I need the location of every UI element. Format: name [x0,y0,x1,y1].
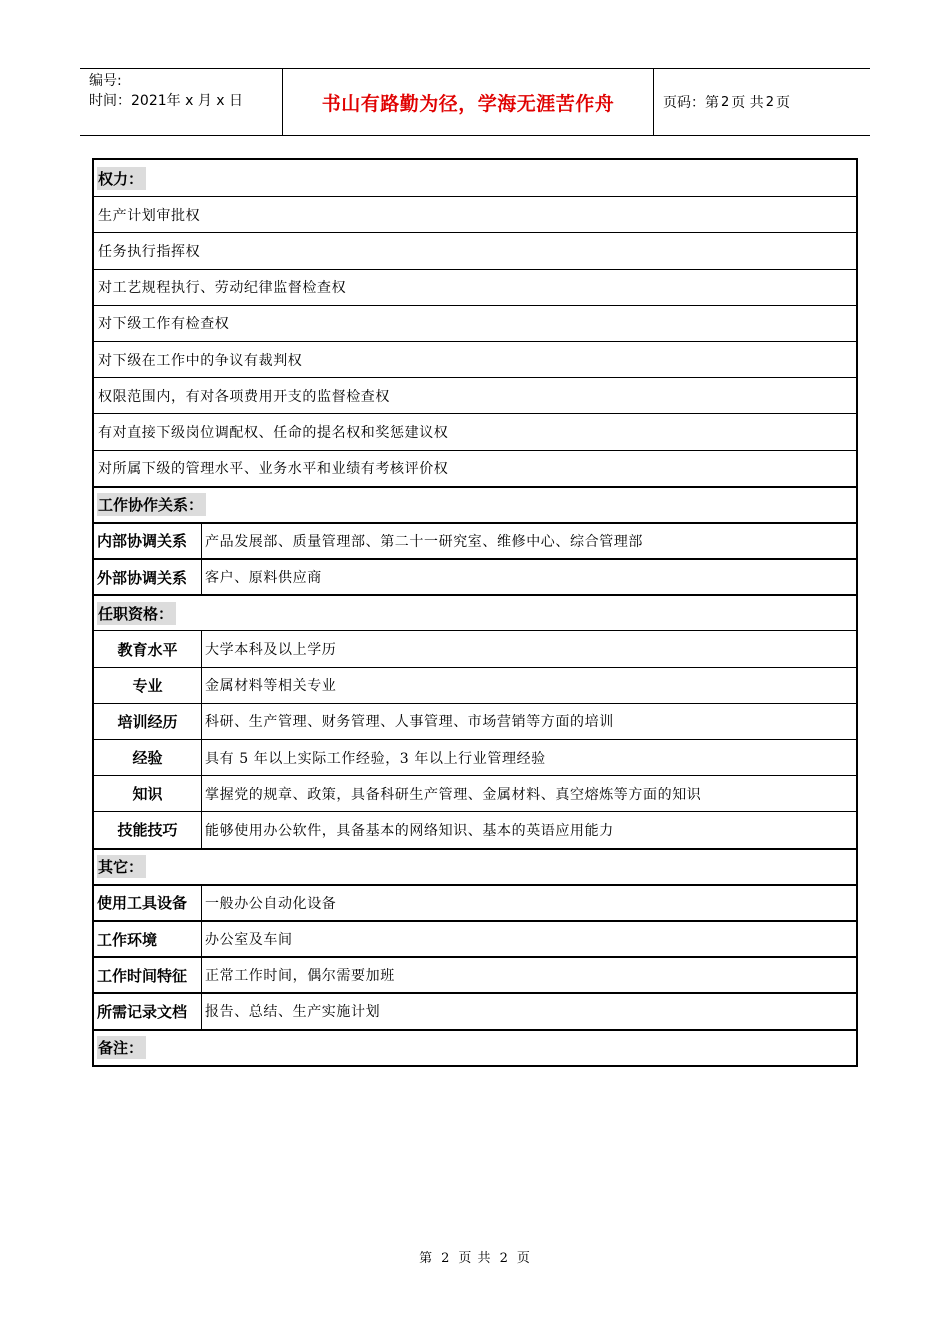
section-authority [94,160,856,196]
section-title: 工作协作关系： [97,493,206,516]
row-value: 办公室及车间 [205,932,293,949]
row-value: 客户、原料供应商 [205,570,322,587]
row-label: 工作环境 [94,922,202,956]
number-label: 编号: [89,73,122,89]
section-title: 备注： [97,1036,146,1059]
row-label: 知识 [94,776,202,811]
authority-item: 生产计划审批权 [94,196,856,232]
row-label: 技能技巧 [94,812,202,847]
header-motto [283,69,654,135]
header-meta [80,69,283,135]
section-title: 其它： [97,855,146,878]
row-label: 使用工具设备 [94,886,202,920]
page-header [80,68,870,136]
header-page-info [654,69,870,135]
row-label: 外部协调关系 [94,560,202,594]
row-label: 专业 [94,668,202,703]
page-mid: 页 共 [731,95,764,111]
authority-item: 对工艺规程执行、劳动纪律监督检查权 [94,269,856,305]
page-total: 2 [765,94,775,110]
table-row [94,667,856,703]
footer-page-total: 2 [499,1251,509,1266]
row-value: 一般办公自动化设备 [205,895,337,912]
row-value: 具有 5 年以上实际工作经验，3 年以上行业管理经验 [205,750,546,767]
authority-item: 有对直接下级岗位调配权、任命的提名权和奖惩建议权 [94,413,856,449]
row-value: 正常工作时间，偶尔需要加班 [205,968,395,985]
table-row [94,558,856,594]
date-text: 年 x 月 x 日 [166,93,244,109]
authority-item: 对下级工作有检查权 [94,305,856,341]
row-value: 掌握党的规章、政策，具备科研生产管理、金属材料、真空熔炼等方面的知识 [205,786,702,803]
row-value: 产品发展部、质量管理部、第二十一研究室、维修中心、综合管理部 [205,533,643,550]
row-value: 报告、总结、生产实施计划 [205,1004,381,1021]
authority-item: 权限范围内，有对各项费用开支的监督检查权 [94,377,856,413]
row-value: 能够使用办公软件，具备基本的网络知识、基本的英语应用能力 [205,822,614,839]
section-title: 权力： [97,167,146,190]
authority-item: 任务执行指挥权 [94,232,856,268]
table-row [94,920,856,956]
section-qualification [94,594,856,630]
motto-text: 书山有路勤为径，学海无涯苦作舟 [321,92,615,115]
section-remarks [94,1029,856,1065]
section-cooperation [94,486,856,522]
date-line [89,91,282,111]
authority-item: 对所属下级的管理水平、业务水平和业绩有考核评价权 [94,450,856,486]
table-row [94,522,856,558]
table-row [94,884,856,920]
page-label: 页码：第 [663,95,719,111]
section-title: 任职资格： [97,602,176,625]
page-footer [0,1247,950,1266]
row-value: 大学本科及以上学历 [205,642,337,659]
footer-page-number: 2 [441,1251,451,1266]
row-label: 工作时间特征 [94,958,202,992]
footer-suffix: 页 [516,1251,531,1266]
table-row [94,739,856,775]
row-label: 所需记录文档 [94,994,202,1028]
row-value: 金属材料等相关专业 [205,678,337,695]
table-row [94,811,856,847]
authority-item: 对下级在工作中的争议有裁判权 [94,341,856,377]
section-other [94,848,856,884]
row-label: 培训经历 [94,704,202,739]
row-value: 科研、生产管理、财务管理、人事管理、市场营销等方面的培训 [205,714,614,731]
row-label: 经验 [94,740,202,775]
table-row [94,956,856,992]
row-label: 教育水平 [94,631,202,666]
row-label: 内部协调关系 [94,524,202,558]
page-number: 2 [721,94,730,110]
table-row [94,630,856,666]
table-row [94,703,856,739]
time-label: 时间： [89,93,131,109]
footer-prefix: 第 [419,1251,434,1266]
table-row [94,992,856,1028]
year: 2021 [131,93,167,109]
page-end: 页 [776,95,791,111]
job-description-table [92,158,858,1067]
table-row [94,775,856,811]
footer-mid: 页 共 [458,1251,492,1266]
